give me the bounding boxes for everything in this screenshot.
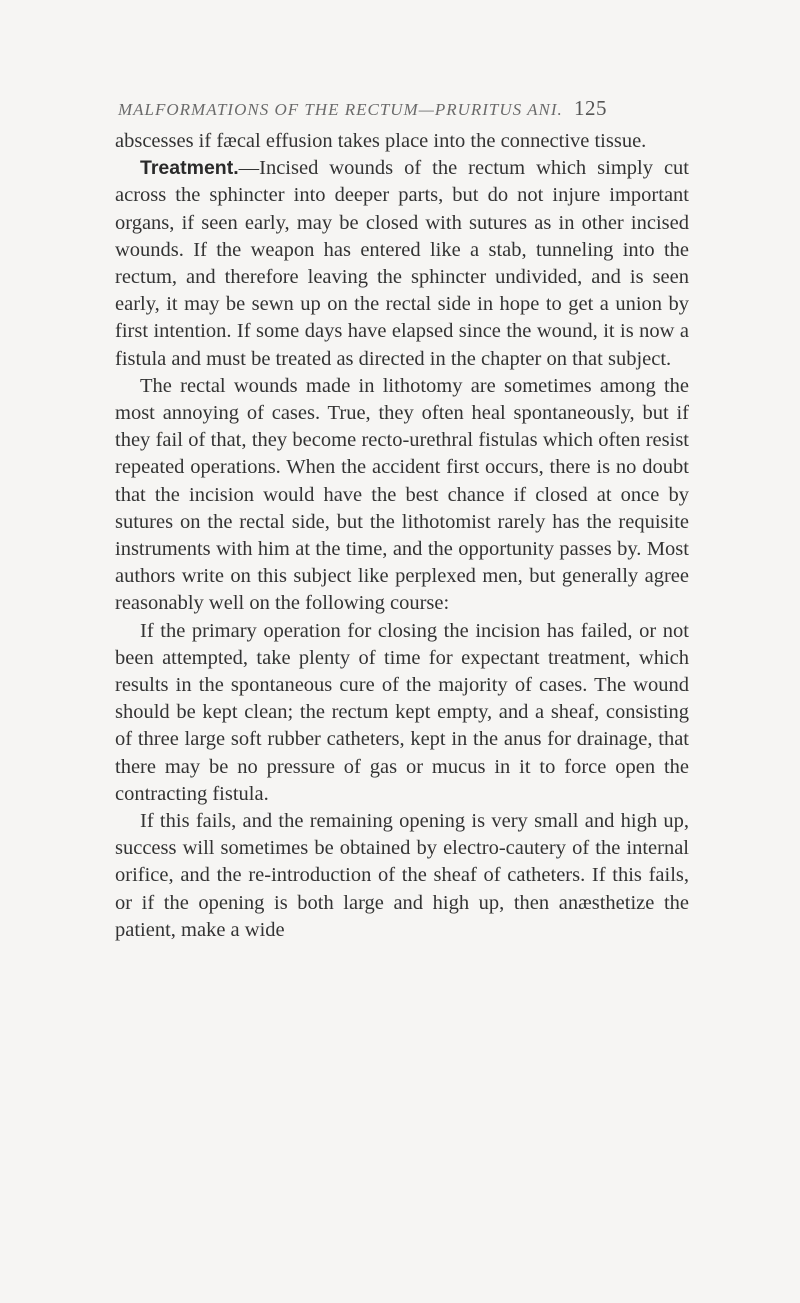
paragraph-continuation: abscesses if fæcal effusion takes place into the connective tissue. (115, 130, 647, 152)
running-title: MALFORMATIONS OF THE RECTUM—PRURITUS ANI. (118, 100, 563, 119)
paragraph-treatment-text: —Incised wounds of the rectum which simply cut across the sphincter into deeper parts, but do not injure important organs, if seen early, may be closed with sutures as in other incised wounds. If the weapon has entered like a stab, tunneling into the rectum, and therefore leaving the sphincter undivided, and is seen early, it may be sewn up on the rectal side in hope to get a union by first intention. If some days have elapsed since the wound, it is now a fistula and must be treated as directed in the chapter on that subject. (115, 157, 689, 370)
body-text (115, 128, 689, 944)
section-heading-treatment: Treatment. (140, 157, 239, 180)
paragraph-electro-cautery: If this fails, and the remaining opening is very small and high up, success will sometimes be obtained by electro-cautery of the internal orifice, and the re-introduction of the sheaf of catheters. If this fails, or if the opening is both large and high up, then anæsthetize the patient, make a wide (115, 810, 689, 941)
running-header (118, 96, 684, 121)
page-number: 125 (573, 96, 607, 120)
paragraph-primary-operation: If the primary operation for closing the incision has failed, or not been attempted, take plenty of time for expectant treatment, which results in the spontaneous cure of the majority of cases. The wound should be kept clean; the rectum kept empty, and a sheaf, consisting of three large soft rubber catheters, kept in the anus for drainage, that there may be no pressure of gas or mucus in it to force open the contracting fistula. (115, 619, 689, 805)
paragraph-lithotomy: The rectal wounds made in lithotomy are sometimes among the most annoying of cases. True, they often heal spontaneously, but if they fail of that, they become recto-urethral fistulas which often resist repeated operations. When the accident first occurs, there is no doubt that the incision would have the best chance if closed at once by sutures on the rectal side, but the lithotomist rarely has the requisite instruments with him at the time, and the opportunity passes by. Most authors write on this subject like perplexed men, but generally agree reasonably well on the following course: (115, 374, 689, 615)
paragraph-treatment (115, 155, 689, 373)
